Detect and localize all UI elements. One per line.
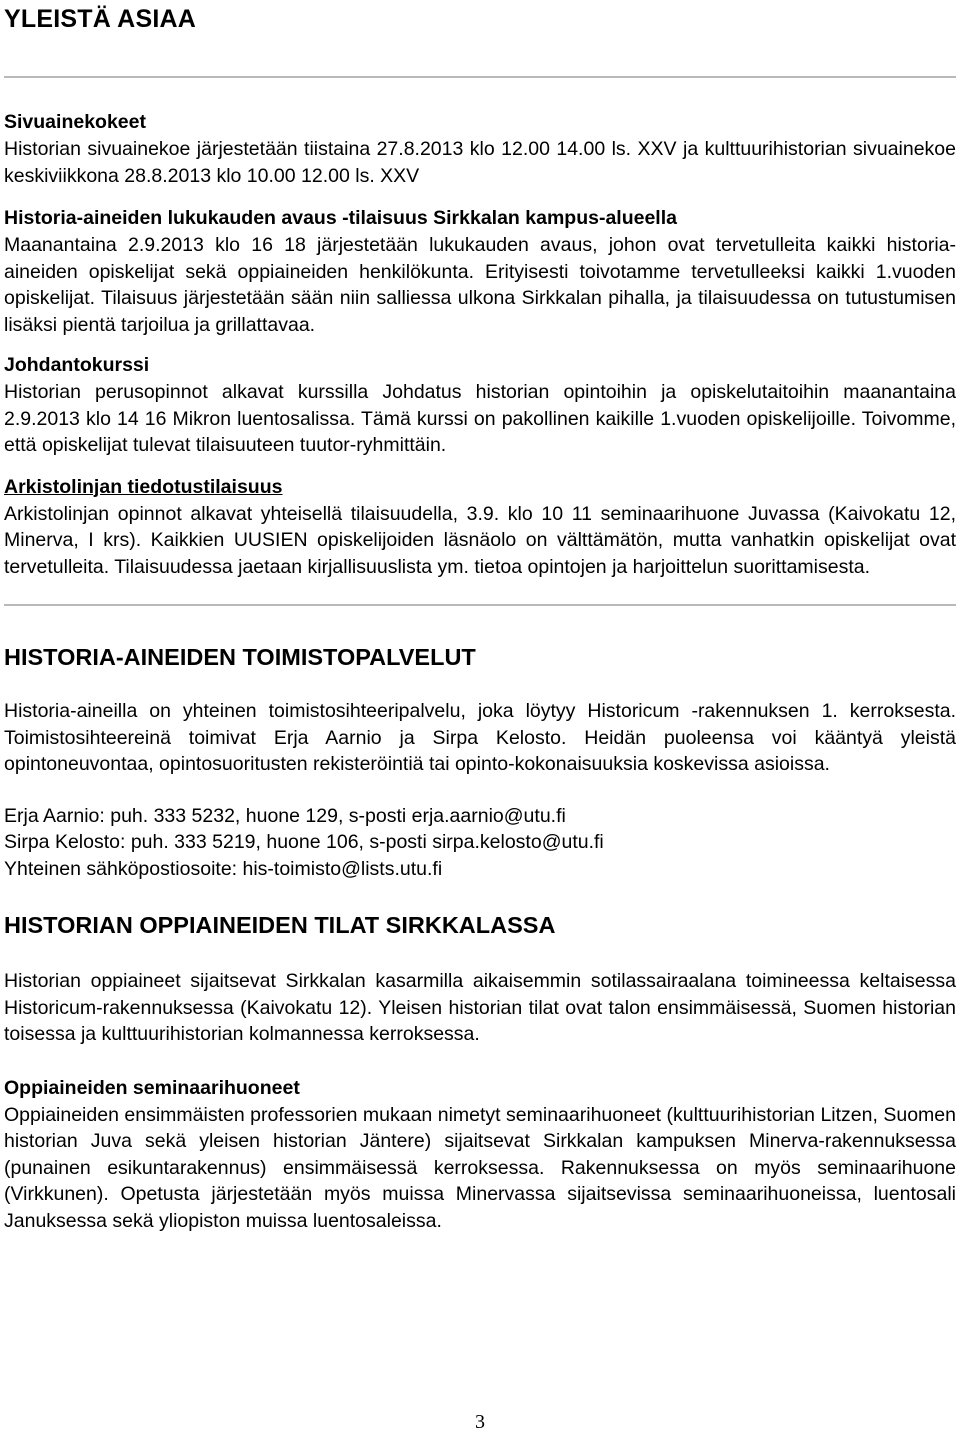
tilat-text: Historian oppiaineet sijaitsevat Sirkkalan kasarmilla aikaisemmin sotilassairaalana toimineessa keltaisessa Historicum-rakennuksessa (Kaivokatu 12). Yleisen historian tilat ovat talon ensimmäisessä, Suomen historian toisessa ja kulttuurihistorian kolmannessa kerroksessa. [4, 970, 956, 1045]
section-seminaarihuoneet [4, 1075, 956, 1235]
contact-shared-email: Yhteinen sähköpostiosoite: his-toimisto@lists.utu.fi [4, 857, 443, 880]
section-johdantokurssi [4, 352, 956, 459]
arkistolinja-text: Arkistolinjan opinnot alkavat yhteisellä tilaisuudella, 3.9. klo 10 11 seminaarihuone Juvassa (Kaivokatu 12, Minerva, I krs). Kaikkien UUSIEN opiskelijoiden läsnäolo on välttämätön, mutta vanhatkin opiskelijat ovat tervetulleita. Tilaisuudessa jaetaan kirjallisuuslista ym. tietoa opintojen ja harjoittelun suorittamisesta. [4, 502, 956, 578]
divider-top [4, 76, 956, 78]
toimistopalvelut-text: Historia-aineilla on yhteinen toimistosihteeripalvelu, joka löytyy Historicum -rakennuksen 1. kerroksesta. Toimistosihteereinä toimivat Erja Aarnio ja Sirpa Kelosto. Heidän puoleensa voi kääntyä yleistä opintoneuvontaa, opintosuoritusten rekisteröintiä tai opinto-kokonaisuuksia koskevissa asioissa. [4, 700, 956, 775]
section-sivuainekokeet [4, 109, 956, 189]
contact-list [4, 803, 956, 883]
page-title: YLEISTÄ ASIAA [4, 5, 196, 33]
sivuainekokeet-heading: Sivuainekokeet [4, 111, 146, 133]
document-page [4, 0, 956, 1234]
contact-erja-aarnio: Erja Aarnio: puh. 333 5232, huone 129, s-posti erja.aarnio@utu.fi [4, 804, 566, 827]
toimistopalvelut-title: HISTORIA-AINEIDEN TOIMISTOPALVELUT [4, 644, 476, 670]
sivuainekokeet-text: Historian sivuainekoe järjestetään tiistaina 27.8.2013 klo 12.00 14.00 ls. XXV ja kulttuurihistorian sivuainekoe keskiviikkona 28.8.2013 klo 10.00 12.00 ls. XXV [4, 138, 956, 187]
section-lukukauden-avaus [4, 205, 956, 338]
lukukauden-avaus-text: Maanantaina 2.9.2013 klo 16 18 järjestetään lukukauden avaus, johon ovat tervetulleita kaikki historia-aineiden opiskelijat sekä oppiaineiden henkilökunta. Erityisesti toivotamme tervetulleeksi kaikki 1.vuoden opiskelijat. Tilaisuus järjestetään sään niin salliessa ulkona Sirkkalan pihalla, ja tilaisuudessa on tutustumisen lisäksi pientä tarjoilua ja grillattavaa. [4, 234, 956, 336]
arkistolinja-heading: Arkistolinjan tiedotustilaisuus [4, 475, 283, 498]
seminaarihuoneet-text: Oppiaineiden ensimmäisten professorien mukaan nimetyt seminaarihuoneet (kulttuurihistorian Litzen, Suomen historian Juva sekä yleisen historian Jäntere) sijaitsevat Sirkkalan kampuksen Minerva-rakennuksessa (punainen esikuntarakennus) ensimmäisessä kerroksessa. Rakennuksessa on myös seminaarihuone (Virkkunen). Opetusta järjestetään myös muissa Minervassa sijaitsevissa seminaarihuoneissa, luentosali Januksessa sekä yliopiston muissa luentosaleissa. [4, 1103, 956, 1232]
contact-sirpa-kelosto: Sirpa Kelosto: puh. 333 5219, huone 106, s-posti sirpa.kelosto@utu.fi [4, 831, 604, 853]
johdantokurssi-text: Historian perusopinnot alkavat kurssilla Johdatus historian opintoihin ja opiskelutaitoihin maanantaina 2.9.2013 klo 14 16 Mikron luentosalissa. Tämä kurssi on pakollinen kaikille 1.vuoden opiskelijoille. Toivomme, että opiskelijat tulevat tilaisuuteen tuutor-ryhmittäin. [4, 381, 956, 456]
section-arkistolinja [4, 474, 956, 581]
tilat-title: HISTORIAN OPPIAINEIDEN TILAT SIRKKALASSA [4, 912, 556, 938]
page-number: 3 [475, 1411, 485, 1433]
lukukauden-avaus-heading: Historia-aineiden lukukauden avaus -tilaisuus Sirkkalan kampus-alueella [4, 207, 677, 229]
divider-middle [4, 604, 956, 606]
seminaarihuoneet-heading: Oppiaineiden seminaarihuoneet [4, 1076, 300, 1099]
johdantokurssi-heading: Johdantokurssi [4, 354, 150, 376]
